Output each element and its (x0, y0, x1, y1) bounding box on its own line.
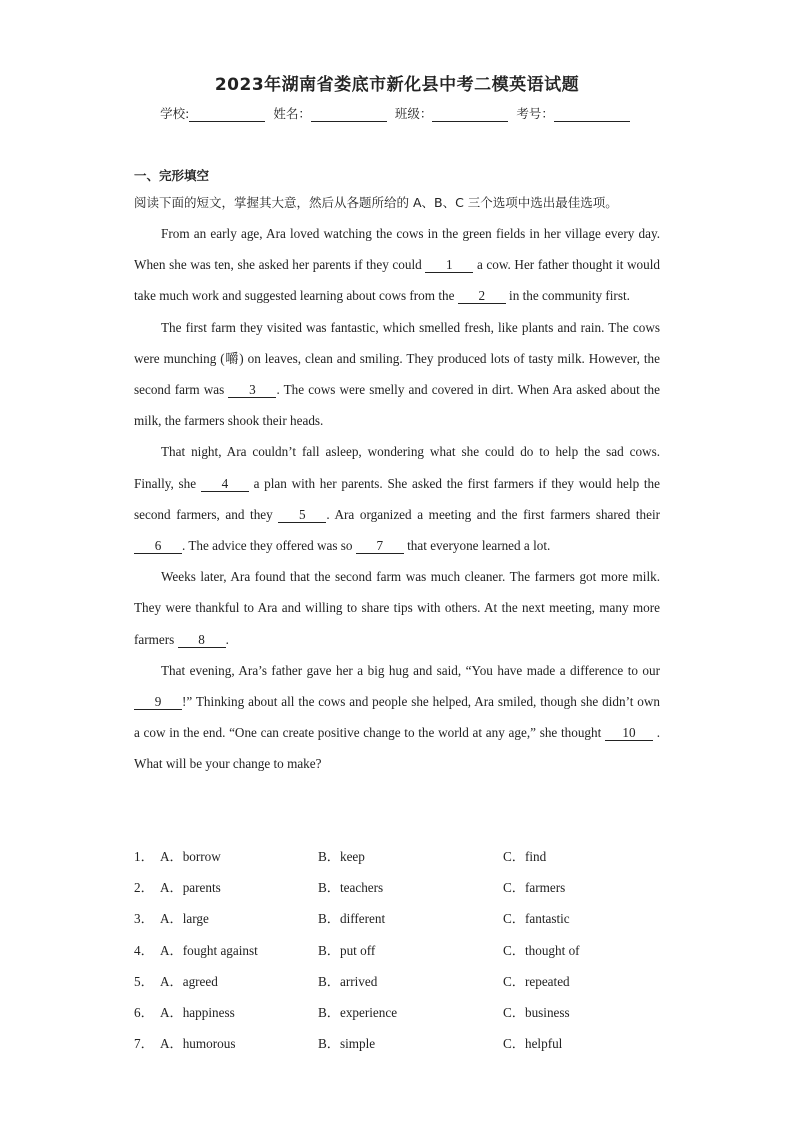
passage-paragraph-5: That evening, Ara’s father gave her a big hug and said, “You have made a difference to our 9 !” Thinking about all the cows and people she helped, Ara smiled, though she didn’t own a cow in the end. “One can create positive change to the world at any age,” she thought 10 . What will be your change to make? (134, 662, 661, 772)
option-a: A．large (160, 911, 209, 927)
option-row (134, 908, 694, 939)
blank-7: 7 (356, 539, 404, 554)
class-blank (432, 109, 508, 122)
option-b: B．arrived (318, 973, 378, 989)
school-blank (189, 109, 265, 122)
question-number: 6． (134, 1004, 154, 1020)
question-number: 4． (134, 942, 154, 958)
option-row (134, 846, 694, 877)
passage-paragraph-4: Weeks later, Ara found that the second farm was much cleaner. The farmers got more milk. They were thankful to Ara and willing to share tips with others. At the next meeting, many more farmers 8 . (134, 569, 660, 647)
question-number: 1． (134, 849, 154, 864)
name-blank (311, 109, 387, 122)
blank-10: 10 (605, 726, 653, 741)
option-row (134, 1002, 694, 1033)
blank-3: 3 (228, 383, 276, 398)
answer-options (134, 846, 694, 1064)
passage-paragraph-3: That night, Ara couldn’t fall asleep, wondering what she could do to help the sad cows. Finally, she 4 a plan with her parents. She asked the first farmers if they would help the second farmers, and they 5 . Ara organized a meeting and the first farmers shared their 6 . The advice they offered was so 7 that everyone learned a lot. (134, 444, 661, 554)
option-c: C．farmers (503, 880, 566, 896)
passage-paragraph-2: The first farm they visited was fantastic, which smelled fresh, like plants and rain. The cows were munching (嚼) on leaves, clean and smiling. They produced lots of tasty milk. However, the second farm was 3 . The cows were smelly and covered in dirt. When Ara asked about the milk, the farmers shook their heads. (134, 319, 660, 429)
option-b: B．different (318, 911, 386, 927)
blank-9: 9 (134, 695, 182, 710)
blank-8: 8 (178, 633, 226, 648)
option-row (134, 1033, 694, 1064)
option-row (134, 940, 694, 971)
name-label: 姓名： (273, 106, 311, 121)
blank-1: 1 (425, 258, 473, 273)
option-b: B．keep (318, 849, 365, 864)
option-c: C．helpful (503, 1036, 563, 1052)
option-a: A．agreed (160, 973, 218, 989)
blank-4: 4 (201, 477, 249, 492)
option-a: A．fought against (160, 942, 258, 958)
option-b: B．teachers (318, 880, 384, 896)
option-b: B．experience (318, 1004, 398, 1020)
id-blank (554, 109, 630, 122)
option-c: C．repeated (503, 973, 570, 989)
page-title: 2023年湖南省娄底市新化县中考二模英语试题 (214, 75, 580, 95)
section-heading: 一、完形填空 (134, 168, 210, 183)
option-row (134, 877, 694, 908)
option-a: A．humorous (160, 1036, 236, 1052)
reading-passage (134, 218, 660, 780)
question-number: 5． (134, 973, 154, 989)
school-label: 学校: (160, 106, 190, 121)
option-a: A．happiness (160, 1004, 235, 1020)
blank-2: 2 (458, 289, 506, 304)
option-b: B．simple (318, 1036, 376, 1052)
blank-6: 6 (134, 539, 182, 554)
passage-paragraph-1: From an early age, Ara loved watching the cows in the green fields in her village every day. When she was ten, she asked her parents if they could 1 a cow. Her father thought it would take much work and suggested learning about cows from the 2 in the community first. (134, 226, 660, 304)
option-a: A．parents (160, 880, 221, 896)
option-c: C．find (503, 849, 547, 864)
option-c: C．business (503, 1004, 570, 1020)
option-a: A．borrow (160, 849, 221, 864)
class-label: 班级： (394, 106, 433, 121)
option-c: C．fantastic (503, 911, 570, 927)
id-label: 考号： (516, 106, 554, 121)
question-number: 7． (134, 1036, 154, 1052)
question-number: 3． (134, 911, 154, 927)
option-b: B．put off (318, 942, 376, 958)
option-c: C．thought of (503, 942, 580, 958)
question-number: 2． (134, 880, 154, 896)
section-instruction: 阅读下面的短文，掌握其大意，然后从各题所给的 A、B、C 三个选项中选出最佳选项。 (134, 195, 618, 210)
option-row (134, 971, 694, 1002)
student-info-line (0, 104, 794, 122)
blank-5: 5 (278, 508, 326, 523)
